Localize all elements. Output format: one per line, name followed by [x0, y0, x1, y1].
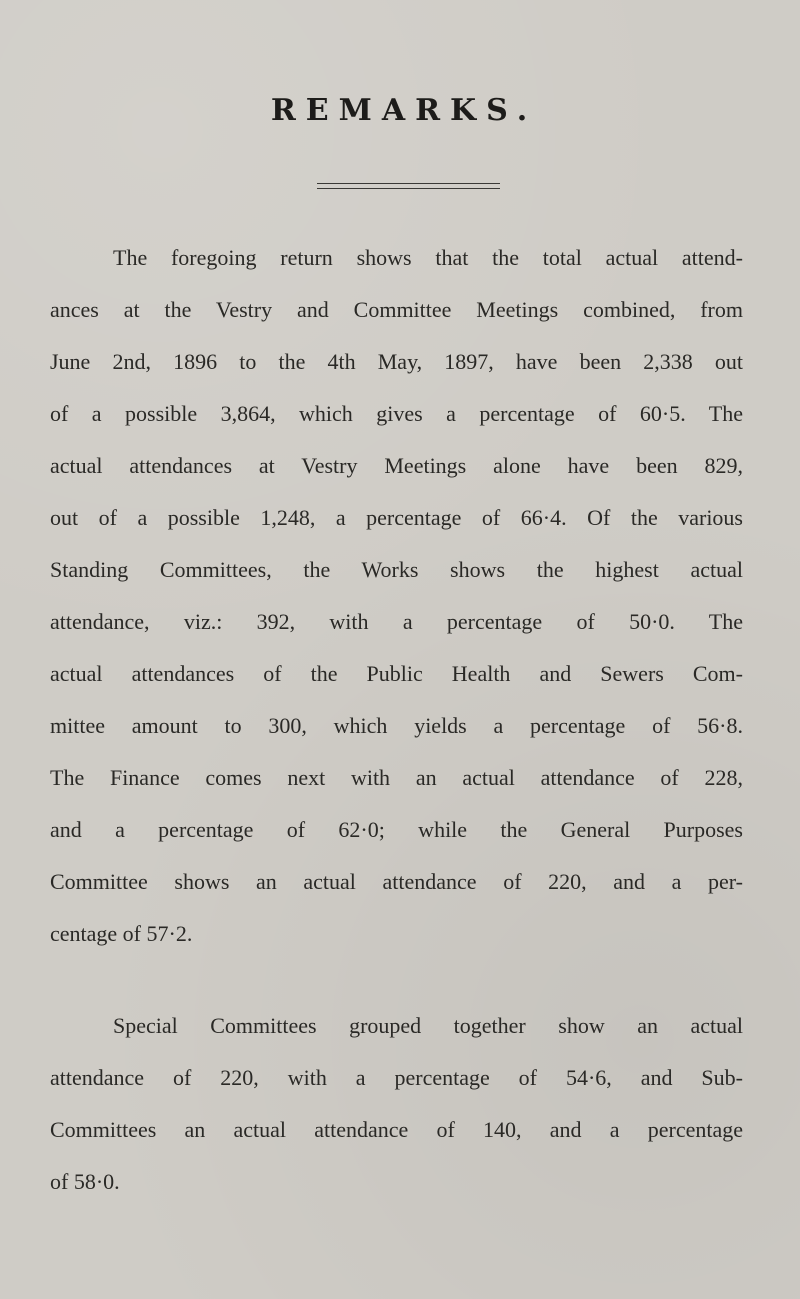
- paragraph-line: attendance, viz.: 392, with a percentage of 50·0. The: [50, 609, 743, 634]
- paragraph-line: and a percentage of 62·0; while the General Purposes: [50, 817, 743, 842]
- paragraph-line: actual attendances at Vestry Meetings alone have been 829,: [50, 453, 743, 478]
- paragraph-attendance-summary: [50, 232, 743, 960]
- paragraph-line: Special Committees grouped together show an actual: [113, 1013, 743, 1038]
- paragraph-line: Committees an actual attendance of 140, and a percentage: [50, 1117, 743, 1142]
- paragraph-line: attendance of 220, with a percentage of 54·6, and Sub-: [50, 1065, 743, 1090]
- paragraph-line: The foregoing return shows that the total actual attend-: [113, 245, 743, 270]
- paragraph-line: The Finance comes next with an actual attendance of 228,: [50, 765, 743, 790]
- paragraph-line: actual attendances of the Public Health and Sewers Com-: [50, 661, 743, 686]
- paragraph-special-committees: [50, 1000, 743, 1208]
- title-divider-bottom: [317, 188, 500, 189]
- paragraph-line: mittee amount to 300, which yields a percentage of 56·8.: [50, 713, 743, 738]
- paragraph-line: June 2nd, 1896 to the 4th May, 1897, have been 2,338 out: [50, 349, 743, 374]
- paragraph-line: out of a possible 1,248, a percentage of 66·4. Of the various: [50, 505, 743, 530]
- title-divider-top: [317, 183, 500, 184]
- paragraph-line: of a possible 3,864, which gives a percentage of 60·5. The: [50, 401, 743, 426]
- page-title: REMARKS.: [270, 93, 538, 128]
- paragraph-line: of 58·0.: [50, 1169, 120, 1194]
- paragraph-line: Committee shows an actual attendance of 220, and a per-: [50, 869, 743, 894]
- paragraph-line: Standing Committees, the Works shows the highest actual: [50, 557, 743, 582]
- paragraph-line: ances at the Vestry and Committee Meetings combined, from: [50, 297, 743, 322]
- paragraph-line: centage of 57·2.: [50, 921, 193, 946]
